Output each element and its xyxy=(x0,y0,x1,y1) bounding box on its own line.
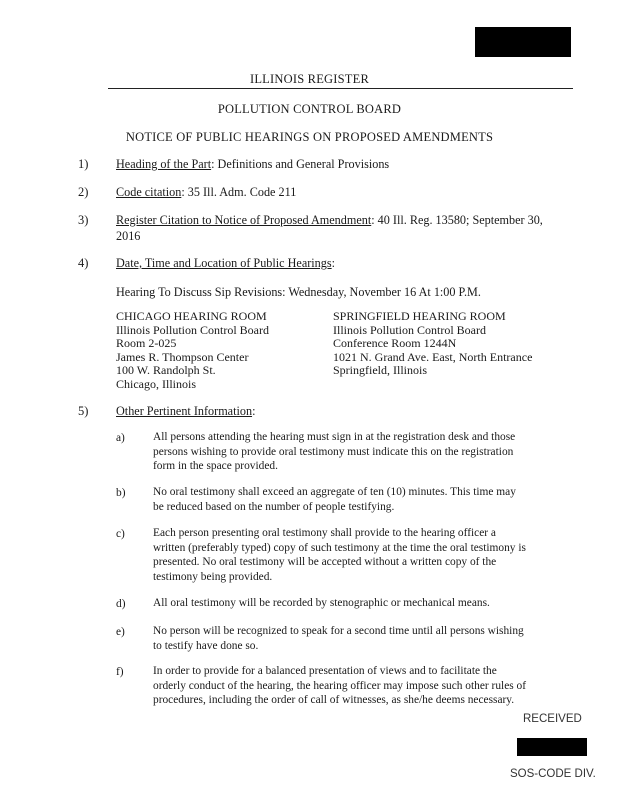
notice-title: NOTICE OF PUBLIC HEARINGS ON PROPOSED AMENDMENTS xyxy=(125,130,494,144)
item-letter: b) xyxy=(116,487,126,499)
section-other-info xyxy=(116,403,556,419)
chicago-location xyxy=(116,310,326,392)
item-line: All persons attending the hearing must sign in at the registration desk and those xyxy=(153,431,516,443)
section-number: 4) xyxy=(78,256,89,270)
item-line: testimony being provided. xyxy=(153,570,273,583)
section-label: Date, Time and Location of Public Hearings xyxy=(116,256,332,270)
redaction-box-top xyxy=(475,27,571,57)
section-heading-of-part xyxy=(116,156,556,172)
item-text xyxy=(153,596,583,611)
section-register-citation xyxy=(116,212,566,244)
section-number: 1) xyxy=(78,157,89,171)
chicago-line: 100 W. Randolph St. xyxy=(116,363,216,378)
redaction-box-bottom xyxy=(517,738,587,756)
springfield-line: Springfield, Illinois xyxy=(333,363,427,378)
section-hearings xyxy=(116,255,556,271)
item-line: In order to provide for a balanced presentation of views and to facilitate the xyxy=(153,665,497,677)
item-letter: c) xyxy=(116,528,125,540)
item-text xyxy=(153,526,585,584)
item-text xyxy=(153,664,585,708)
section-label: Other Pertinent Information xyxy=(116,404,253,418)
springfield-line: 1021 N. Grand Ave. East, North Entrance xyxy=(333,349,533,364)
hearing-line: Hearing To Discuss Sip Revisions: Wednesday, November 16 At 1:00 P.M. xyxy=(116,285,481,299)
chicago-line: Illinois Pollution Control Board xyxy=(116,322,270,337)
received-stamp: RECEIVED xyxy=(523,713,582,725)
item-line: procedures, including the order of call of witnesses, as she/he deems necessary. xyxy=(153,694,515,706)
chicago-heading: CHICAGO HEARING ROOM xyxy=(116,309,267,323)
section-number: 2) xyxy=(78,185,89,199)
section-value: : xyxy=(331,256,336,270)
section-code-citation xyxy=(116,184,556,200)
item-letter: f) xyxy=(116,666,124,678)
item-letter: e) xyxy=(116,626,125,638)
header-rule xyxy=(108,88,573,89)
springfield-location xyxy=(333,310,583,378)
division-stamp: SOS-CODE DIV. xyxy=(510,768,596,780)
item-line: Each person presenting oral testimony shall provide to the hearing officer a xyxy=(153,527,496,539)
chicago-line: Chicago, Illinois xyxy=(116,376,196,391)
item-line: No oral testimony shall exceed an aggregate of ten (10) minutes. This time may xyxy=(153,486,516,498)
section-number: 5) xyxy=(78,404,89,418)
register-title: ILLINOIS REGISTER xyxy=(249,72,369,86)
item-line: No person will be recognized to speak for a second time until all persons wishing xyxy=(153,625,524,637)
item-line: written (preferably typed) copy of such testimony at the time the oral testimony is xyxy=(153,541,526,554)
springfield-line: Illinois Pollution Control Board xyxy=(333,322,487,337)
chicago-line: James R. Thompson Center xyxy=(116,349,249,364)
item-letter: a) xyxy=(116,432,125,444)
springfield-line: Conference Room 1244N xyxy=(333,336,457,351)
section-number: 3) xyxy=(78,213,89,227)
item-letter: d) xyxy=(116,598,126,610)
section-value: : 35 Ill. Adm. Code 211 xyxy=(181,185,297,199)
section-label: Register Citation to Notice of Proposed Amendment xyxy=(116,213,372,227)
agency-name: POLLUTION CONTROL BOARD xyxy=(217,102,402,116)
item-line: All oral testimony will be recorded by stenographic or mechanical means. xyxy=(153,597,490,609)
springfield-heading: SPRINGFIELD HEARING ROOM xyxy=(333,309,506,323)
item-line: to testify have done so. xyxy=(153,639,259,652)
item-text xyxy=(153,430,583,474)
item-text xyxy=(153,485,583,514)
chicago-line: Room 2-025 xyxy=(116,336,177,351)
section-value: : xyxy=(252,404,256,418)
section-value-continued: 2016 xyxy=(116,229,141,243)
section-value: : 40 Ill. Reg. 13580; September 30, xyxy=(371,213,543,227)
section-label: Code citation xyxy=(116,185,182,199)
section-value: : Definitions and General Provisions xyxy=(211,157,390,171)
item-line: be reduced based on the number of people testifying. xyxy=(153,500,395,513)
item-line: persons wishing to provide oral testimony must indicate this on the registration xyxy=(153,445,514,458)
item-line: presented. No oral testimony will be accepted without a written copy of the xyxy=(153,556,497,568)
section-label: Heading of the Part xyxy=(116,157,212,171)
item-line: form in the space provided. xyxy=(153,460,278,472)
item-text xyxy=(153,624,583,653)
item-line: orderly conduct of the hearing, the hearing officer may impose such other rules of xyxy=(153,679,527,692)
